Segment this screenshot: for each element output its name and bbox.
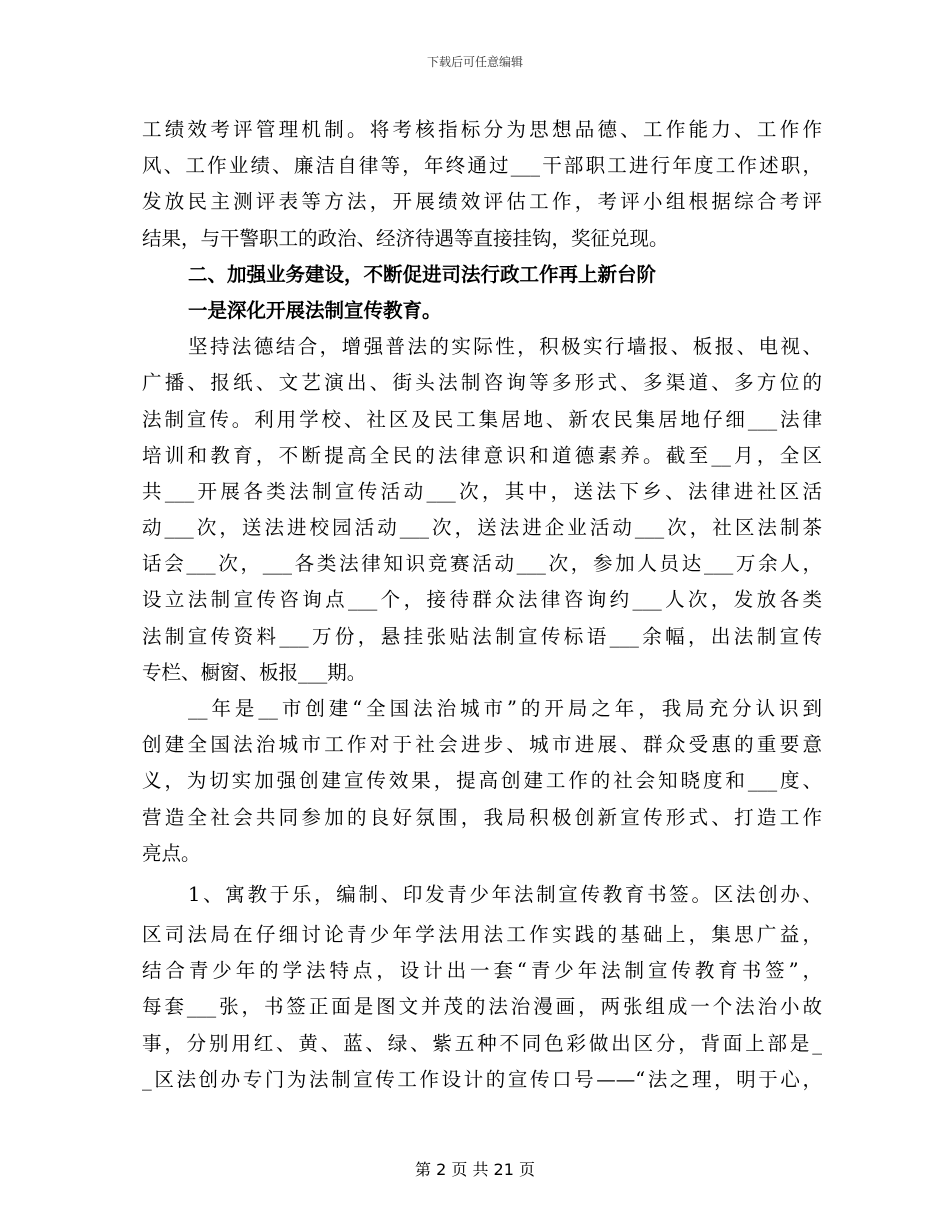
paragraph-line: __年是__市创建“全国法治城市”的开局之年，我局充分认识到 [188,697,822,720]
paragraph-line: 义，为切实加强创建宣传效果，提高创建工作的社会知晓度和___度、 [142,769,822,793]
paragraph-line: 结合青少年的学法特点，设计出一套“青少年法制宣传教育书签”， [142,959,822,983]
paragraph-line: 坚持法德结合，增强普法的实际性，积极实行墙报、板报、电视、 [188,335,822,359]
section-heading: 二、加强业务建设，不断促进司法行政工作再上新台阶 [188,262,657,286]
paragraph-line: 事，分别用红、黄、蓝、绿、紫五种不同色彩做出区分，背面上部是_ [142,1031,822,1055]
paragraph-line: 亮点。 [142,841,201,865]
subsection-heading: 一是深化开展法制宣传教育。 [188,298,442,322]
paragraph-line: 培训和教育，不断提高全民的法律意识和道德素养。截至__月，全区 [142,443,822,467]
page-footer: 第 2 页 共 21 页 [415,1160,535,1179]
paragraph-line: 工绩效考评管理机制。将考核指标分为思想品德、工作能力、工作作 [142,118,822,141]
paragraph-line: 共___开展各类法制宣传活动___次，其中，送法下乡、法律进社区活 [142,479,822,503]
paragraph-line: 发放民主测评表等方法，开展绩效评估工作，考评小组根据综合考评 [142,190,822,214]
paragraph-line: 设立法制宣传咨询点___个，接待群众法律咨询约___人次，发放各类 [142,588,822,612]
paragraph-line: 法制宣传。利用学校、社区及民工集居地、新农民集居地仔细___法律 [142,407,822,431]
paragraph-line: 区司法局在仔细讨论青少年学法用法工作实践的基础上，集思广益， [142,922,822,946]
paragraph-line: 话会___次，___各类法律知识竞赛活动___次，参加人员达___万余人， [142,552,822,576]
paragraph-line: 动___次，送法进校园活动___次，送法进企业活动___次，社区法制茶 [142,516,822,540]
paragraph-line: 结果，与干警职工的政治、经济待遇等直接挂钩，奖征兑现。 [142,226,669,250]
paragraph-line: 专栏、橱窗、板报___期。 [142,660,367,684]
paragraph-line: 法制宣传资料___万份，悬挂张贴法制宣传标语___余幅，出法制宣传 [142,624,822,648]
document-body [142,112,822,1098]
paragraph-line: 每套___张，书签正面是图文并茂的法治漫画，两张组成一个法治小故 [142,995,822,1019]
paragraph-line: 广播、报纸、文艺演出、街头法制咨询等多形式、多渠道、多方位的 [142,371,822,395]
paragraph-line: 创建全国法治城市工作对于社会进步、城市进展、群众受惠的重要意 [142,733,822,757]
paragraph-line: 营造全社会共同参加的良好氛围，我局积极创新宣传形式、打造工作 [142,805,822,829]
paragraph-line: _区法创办专门为法制宣传工作设计的宣传口号——“法之理，明于心， [142,1067,822,1091]
paragraph-line: 1、寓教于乐，编制、印发青少年法制宣传教育书签。区法创办、 [188,882,822,906]
paragraph-line: 风、工作业绩、廉洁自律等，年终通过___干部职工进行年度工作述职， [142,154,822,178]
page-header: 下载后可任意编辑 [426,55,523,69]
